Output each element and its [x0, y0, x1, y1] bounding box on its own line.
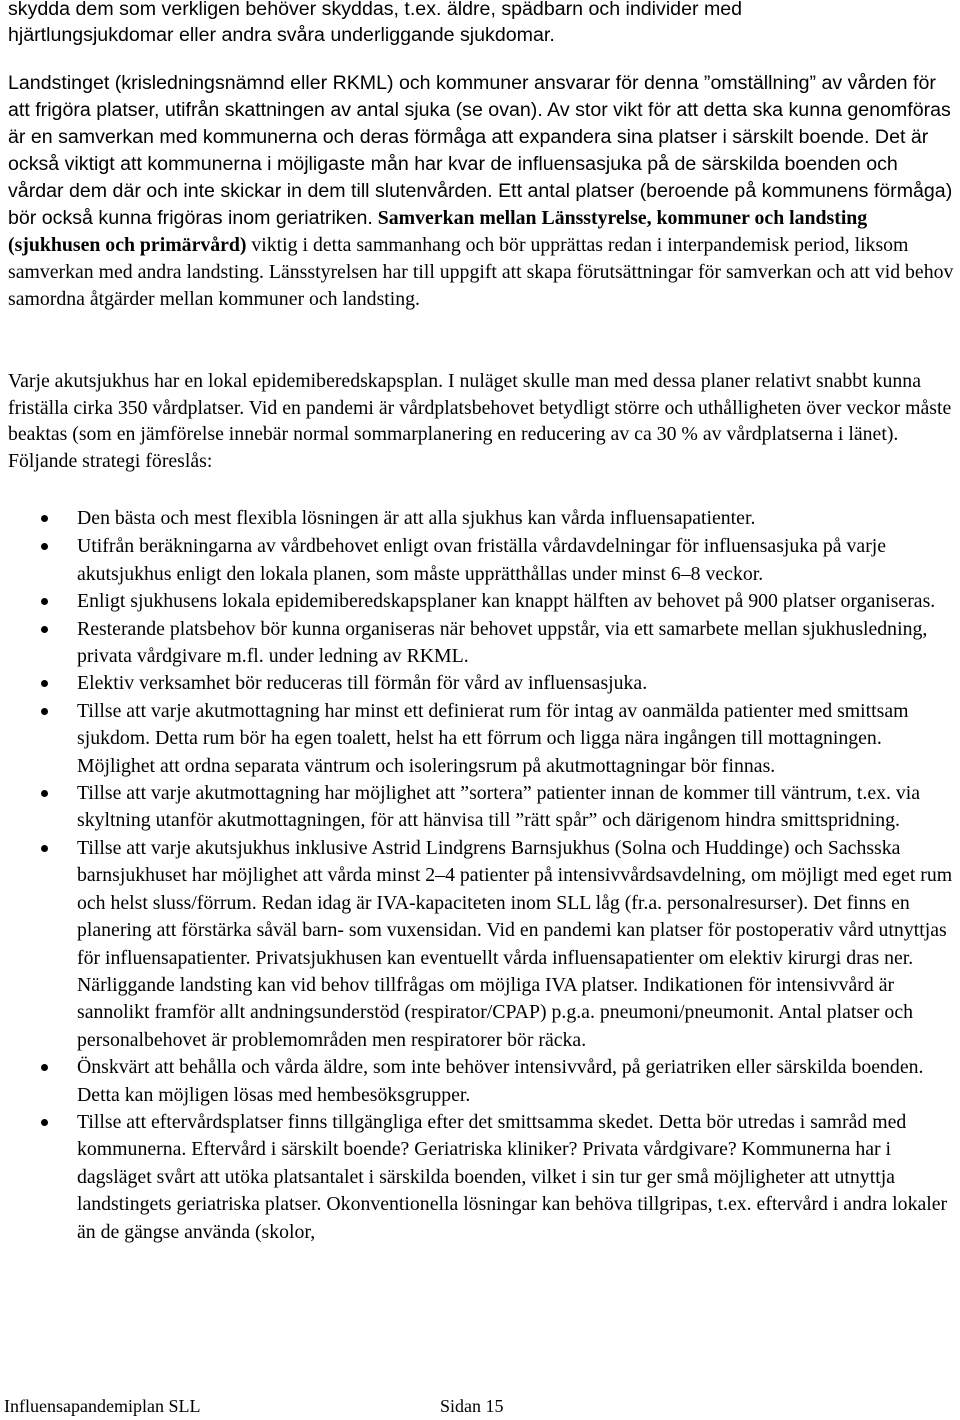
- list-item: [4, 1054, 960, 1109]
- bullet-icon: [41, 790, 48, 797]
- top-line-1: skydda dem som verkligen behöver skyddas, t.ex. äldre, spädbarn och individer med: [8, 0, 743, 20]
- list-item: [4, 835, 960, 1054]
- bullet-icon: [41, 626, 48, 633]
- top-text: [8, 0, 952, 48]
- list-item: [4, 780, 960, 835]
- paragraph-capacity: Varje akutsjukhus har en lokal epidemiberedskapsplan. I nuläget skulle man med dessa planer relativt snabbt kunna friställa cirka 350 vårdplatser. Vid en pandemi är vårdplatsbehovet betydligt större och uthålligheten över veckor måste beaktas (som en jämförelse innebär normal sommarplanering en reducering av ca 30 % av vårdplatserna i länet). Följande strategi föreslås:: [8, 370, 952, 472]
- paragraph-collaboration: [8, 70, 956, 313]
- bullet-icon: [41, 515, 48, 522]
- bullet-icon: [41, 543, 48, 550]
- list-item: [4, 533, 960, 588]
- list-item: [4, 698, 960, 780]
- bullet-icon: [41, 598, 48, 605]
- list-item-text: Tillse att varje akutmottagning har minst ett definierat rum för intag av oanmälda patienter med smittsam sjukdom. Detta rum bör ha egen toalett, helst ha ett förrum och ligga nära ingången till mottagningen. Möjlighet att ordna separata väntrum och isoleringsrum på akutmottagningar bör finnas.: [77, 699, 909, 777]
- list-item-text: Tillse att eftervårdsplatser finns tillgängliga efter det smittsamma skedet. Detta bör utredas i samråd med kommunerna. Eftervård i särskilt boende? Geriatriska kliniker? Privata vårdgivare? Kommunerna har i dagsläget svårt att utöka platsantalet i särskilda boenden, vilket i sin tur ger små möjligheter att utnyttja landstingets geriatriska platser. Okonventionella lösningar kan behöva tillgripas, t.ex. eftervård i andra lokaler än de gängse använda (skolor,: [77, 1110, 948, 1243]
- list-item: [4, 505, 960, 532]
- paragraph1-bold-text: Samverkan mellan Länsstyrelse, kommuner och landsting (sjukhusen och primärvård): [8, 207, 868, 256]
- list-item: [4, 670, 960, 697]
- list-item: [4, 1109, 960, 1246]
- list-item-text: Önskvärt att behålla och vårda äldre, som inte behöver intensivvård, på geriatriken eller särskilda boenden. Detta kan möjligen lösas med hembesöksgrupper.: [77, 1056, 924, 1106]
- footer-document-title: Influensapandemiplan SLL: [4, 1396, 201, 1416]
- footer-page-number: Sidan 15: [440, 1396, 504, 1416]
- bullet-icon: [41, 680, 48, 687]
- strategy-list: [4, 505, 960, 1246]
- list-item: [4, 588, 960, 615]
- bullet-icon: [41, 1119, 48, 1126]
- list-item-text: Elektiv verksamhet bör reduceras till förmån för vård av influensasjuka.: [77, 672, 648, 695]
- paragraph1-serif-text: viktig i detta sammanhang och bör upprättas redan i interpandemisk period, liksom samverkan med andra landsting. Länsstyrelsen har till uppgift att skapa förutsättningar för samverkan och att vid behov samordna åtgärder mellan kommuner och landsting.: [8, 234, 954, 310]
- list-item-text: Den bästa och mest flexibla lösningen är att alla sjukhus kan vårda influensapatienter.: [77, 507, 756, 529]
- list-item-text: Enligt sjukhusens lokala epidemiberedskapsplaner kan knappt hälften av behovet på 900 platser organiseras.: [77, 590, 936, 613]
- list-item-text: Utifrån beräkningarna av vårdbehovet enligt ovan friställa vårdavdelningar för influensasjuka på varje akutsjukhus enligt den lokala planen, som måste upprätthållas under minst 6–8 veckor.: [77, 535, 887, 585]
- page-footer: [4, 1396, 904, 1420]
- list-item-text: Tillse att varje akutsjukhus inklusive Astrid Lindgrens Barnsjukhus (Solna och Huddinge) och Sachsska barnsjukhuset har möjlighet att vårda minst 2–4 patienter på intensivvårdsavdelning, om möjligt med eget rum och helst sluss/förrum. Redan idag är IVA-kapaciteten inom SLL låg (fr.a. personalresurser). Det finns en planering att förstärka såväl barn- som vuxensidan. Vid en pandemi kan platser för postoperativ vård utnyttjas för influensapatienter. Privatsjukhusen kan eventuellt vårda influensapatienter om elektiv kirurgi dras ner. Närliggande landsting kan vid behov tillfrågas om möjliga IVA platser. Indikationen för intensivvård är sannolikt framför allt andningsunderstöd (respirator/CPAP) p.g.a. pneumoni/pneumonit. Antal platser och personalbehovet är problemområden men respiratorer bör räcka.: [77, 836, 953, 1051]
- bullet-icon: [41, 1064, 48, 1071]
- list-item-text: Tillse att varje akutmottagning har möjlighet att ”sortera” patienter innan de kommer till väntrum, t.ex. via skyltning utanför akutmottagningen, för att hänvisa till ”rätt spår” och därigenom hindra smittspridning.: [77, 782, 921, 832]
- list-item: [4, 616, 960, 671]
- bullet-icon: [41, 845, 48, 852]
- list-item-text: Resterande platsbehov bör kunna organiseras när behovet uppstår, via ett samarbete mellan sjukhusledning, privata vårdgivare m.fl. under ledning av RKML.: [77, 617, 928, 668]
- bullet-icon: [41, 708, 48, 715]
- top-line-2: hjärtlungsjukdomar eller andra svåra underliggande sjukdomar.: [8, 24, 555, 46]
- paragraph1-sans-text: Landstinget (krisledningsnämnd eller RKML) och kommuner ansvarar för denna ”omställning” av vården för att frigöra platser, utifrån skattningen av antal sjuka (se ovan). Av stor vikt för att detta ska kunna genomföras är en samverkan med kommunerna och deras förmåga att expandera sina platser i särskilt boende. Det är också viktigt att kommunerna i möjligaste mån har kvar de influensasjuka på de särskilda boenden och vårdar dem där och inte skickar in dem till slutenvården. Ett antal platser (beroende på kommunens förmåga) bör också kunna frigöras inom geriatriken.: [8, 72, 953, 229]
